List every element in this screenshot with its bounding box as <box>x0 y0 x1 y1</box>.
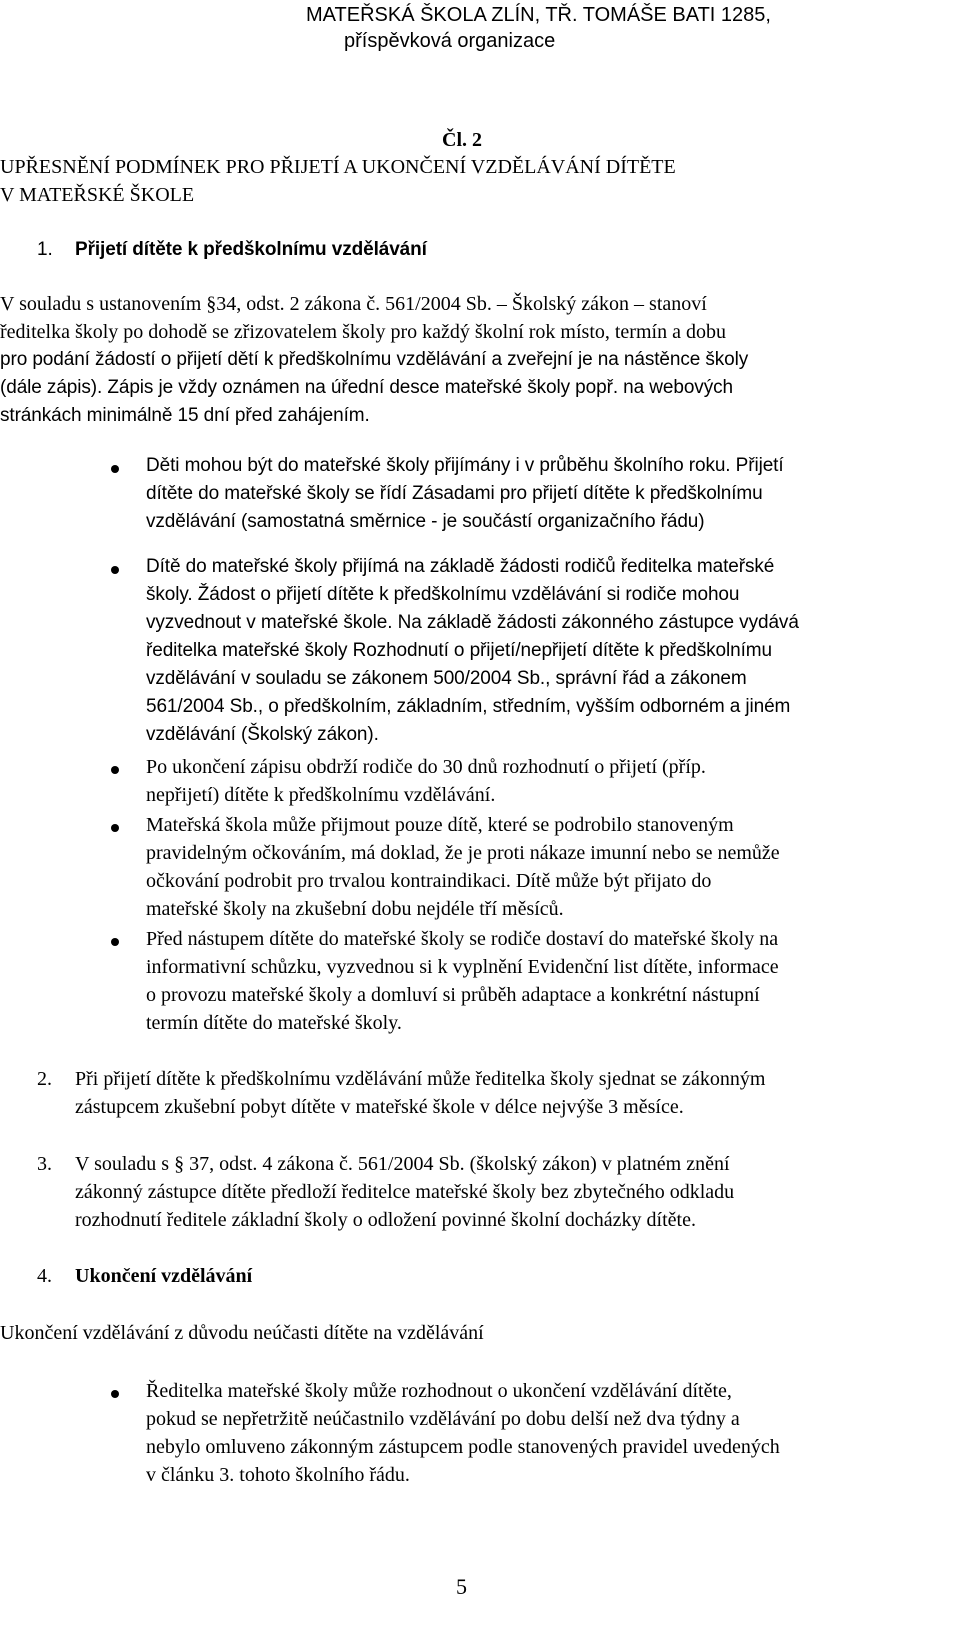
page-number: 5 <box>456 1574 467 1599</box>
section-3-number: 3. <box>37 1153 52 1175</box>
list-item-line: Ředitelka mateřské školy může rozhodnout o ukončení vzdělávání dítěte, <box>146 1380 732 1402</box>
header-organization-type: příspěvková organizace <box>344 30 556 52</box>
list-item-line: očkování podrobit pro trvalou kontraindikaci. Dítě může být přijato do <box>146 870 712 892</box>
list-item-line: Dítě do mateřské školy přijímá na základě žádosti rodičů ředitelka mateřské <box>146 556 775 577</box>
list-item-line: mateřské školy na zkušební dobu nejdéle tří měsíců. <box>146 898 564 920</box>
list-item-line: vyzvednout v mateřské škole. Na základě žádosti zákonného zástupce vydává <box>146 612 799 633</box>
section-3-line: rozhodnutí ředitele základní školy o odložení povinné školní docházky dítěte. <box>75 1209 696 1231</box>
list-item-line: vzdělávání (Školský zákon). <box>146 724 379 745</box>
intro-line: (dále zápis). Zápis je vždy oznámen na úřední desce mateřské školy popř. na webových <box>0 377 733 398</box>
list-item-line: vzdělávání v souladu se zákonem 500/2004 Sb., správní řád a zákonem <box>146 668 747 689</box>
section-4-heading: Ukončení vzdělávání <box>75 1265 253 1287</box>
section-4-number: 4. <box>37 1265 52 1287</box>
section-2-line: zástupcem zkušební pobyt dítěte v mateřské škole v délce nejvýše 3 měsíce. <box>75 1096 684 1118</box>
list-item-line: nebylo omluveno zákonným zástupcem podle stanovených pravidel uvedených <box>146 1436 780 1458</box>
bullet-dot-icon <box>111 566 119 574</box>
list-item-line: Mateřská škola může přijmout pouze dítě, které se podrobilo stanoveným <box>146 814 734 836</box>
list-item-line: Před nástupem dítěte do mateřské školy se rodiče dostaví do mateřské školy na <box>146 928 779 950</box>
intro-line: stránkách minimálně 15 dní před zahájením. <box>0 405 370 426</box>
list-item-line: školy. Žádost o přijetí dítěte k předškolnímu vzdělávání si rodiče mohou <box>146 584 740 605</box>
list-item-line: informativní schůzku, vyzvednou si k vyplnění Evidenční list dítěte, informace <box>146 956 779 978</box>
article-title-line-2: V MATEŘSKÉ ŠKOLE <box>0 184 195 206</box>
section-3-line: zákonný zástupce dítěte předloží ředitelce mateřské školy bez zbytečného odkladu <box>75 1181 735 1203</box>
list-item-line: Po ukončení zápisu obdrží rodiče do 30 dnů rozhodnutí o přijetí (příp. <box>146 756 706 778</box>
intro-line: ředitelka školy po dohodě se zřizovatelem školy pro každý školní rok místo, termín a dobu <box>0 321 726 343</box>
section-1-number: 1. <box>37 239 53 260</box>
list-item-line: v článku 3. tohoto školního řádu. <box>146 1464 410 1486</box>
bullet-dot-icon <box>111 1390 119 1398</box>
bullet-dot-icon <box>111 938 119 946</box>
list-item-line: termín dítěte do mateřské školy. <box>146 1012 402 1034</box>
section-2-number: 2. <box>37 1068 52 1090</box>
article-title-line-1: UPŘESNĚNÍ PODMÍNEK PRO PŘIJETÍ A UKONČENÍ VZDĚLÁVÁNÍ DÍTĚTE <box>0 156 676 178</box>
bullet-dot-icon <box>111 824 119 832</box>
list-item-line: Děti mohou být do mateřské školy přijímány i v průběhu školního roku. Přijetí <box>146 455 784 476</box>
section-3-line: V souladu s § 37, odst. 4 zákona č. 561/2004 Sb. (školský zákon) v platném znění <box>75 1153 730 1175</box>
list-item-line: pravidelným očkováním, má doklad, že je proti nákaze imunní nebo se nemůže <box>146 842 780 864</box>
section-2-line: Při přijetí dítěte k předškolnímu vzdělávání může ředitelka školy sjednat se zákonným <box>75 1068 766 1090</box>
section-1-heading: Přijetí dítěte k předškolnímu vzdělávání <box>75 239 427 260</box>
section-4-subheading: Ukončení vzdělávání z důvodu neúčasti dítěte na vzdělávání <box>0 1322 484 1344</box>
list-item-line: nepřijetí) dítěte k předškolnímu vzdělávání. <box>146 784 496 806</box>
list-item-line: vzdělávání (samostatná směrnice - je součástí organizačního řádu) <box>146 511 705 532</box>
article-number: Čl. 2 <box>442 129 482 151</box>
list-item-line: ředitelka mateřské školy Rozhodnutí o přijetí/nepřijetí dítěte k předškolnímu <box>146 640 772 661</box>
bullet-dot-icon <box>111 766 119 774</box>
list-item-line: dítěte do mateřské školy se řídí Zásadami pro přijetí dítěte k předškolnímu <box>146 483 763 504</box>
list-item-line: o provozu mateřské školy a domluví si průběh adaptace a konkrétní nástupní <box>146 984 760 1006</box>
intro-line: V souladu s ustanovením §34, odst. 2 zákona č. 561/2004 Sb. – Školský zákon – stanoví <box>0 293 707 315</box>
intro-line: pro podání žádostí o přijetí dětí k předškolnímu vzdělávání a zveřejní je na nástěnce školy <box>0 349 749 370</box>
list-item-line: 561/2004 Sb., o předškolním, základním, středním, vyšším odborném a jiném <box>146 696 791 717</box>
list-item-line: pokud se nepřetržitě neúčastnilo vzdělávání po dobu delší než dva týdny a <box>146 1408 740 1430</box>
header-school-name: MATEŘSKÁ ŠKOLA ZLÍN, TŘ. TOMÁŠE BATI 1285, <box>306 4 771 26</box>
bullet-dot-icon <box>111 465 119 473</box>
